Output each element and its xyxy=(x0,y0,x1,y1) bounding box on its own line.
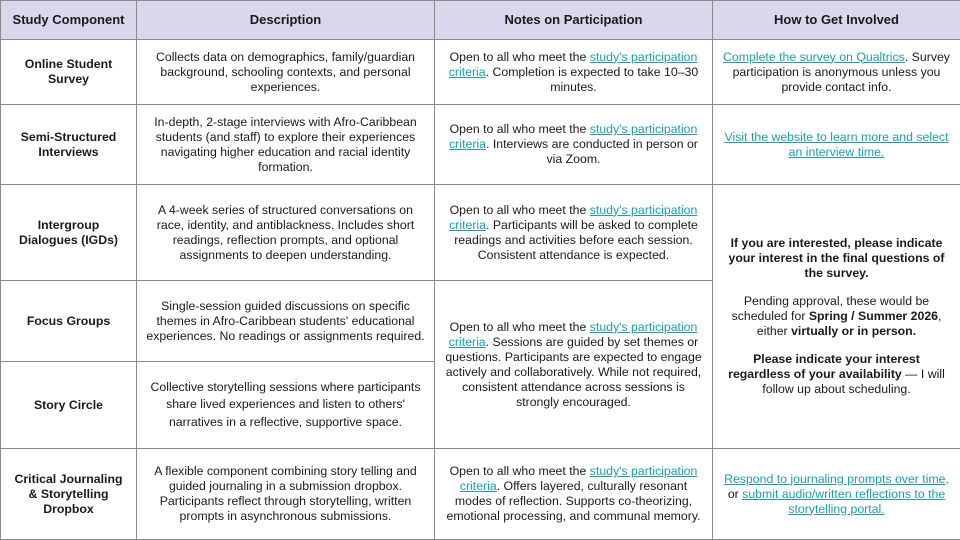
notes-cell xyxy=(435,449,713,540)
involve-text: or xyxy=(727,486,743,501)
involve-text: . Survey participation is anonymous unless you provide contact info. xyxy=(732,49,950,94)
shared-notes-cell xyxy=(435,281,713,449)
description-cell: In-depth, 2-stage interviews with Afro-Caribbean students (and staff) to explore their experiences navigating higher education and racial identity formation. xyxy=(137,105,435,185)
schedule-pre: Pending approval, these would be scheduled for xyxy=(731,294,930,323)
notes-text: . Offers layered, culturally resonant modes of reflection. Supports co-theorizing, emotional processing, and communal memory. xyxy=(446,479,701,523)
table-row xyxy=(1,40,960,105)
criteria-link[interactable]: study's participation criteria xyxy=(459,464,698,493)
notes-prefix: Open to all who meet the xyxy=(449,319,590,334)
table-row xyxy=(1,449,960,540)
notes-prefix: Open to all who meet the xyxy=(449,49,590,64)
component-cell: Online Student Survey xyxy=(1,40,137,105)
description-cell: Collective storytelling sessions where participants share lived experiences and listen to others' narratives in a reflective, supportive space. xyxy=(137,362,435,449)
involve-cell xyxy=(713,105,960,185)
header-how-to-get-involved: How to Get Involved xyxy=(713,1,960,40)
involve-cell xyxy=(713,449,960,540)
criteria-link[interactable]: study's participation criteria xyxy=(448,49,698,79)
notes-text: . Sessions are guided by set themes or questions. Participants are expected to engage actively and collaboratively. While not required, consistent attendance across sessions is strongly encouraged. xyxy=(445,334,702,409)
notes-cell xyxy=(435,105,713,185)
component-cell: Semi-Structured Interviews xyxy=(1,105,137,185)
availability-bold: Please indicate your interest regardless of your availability xyxy=(728,352,920,381)
criteria-link[interactable]: study's participation criteria xyxy=(448,319,698,349)
notes-text: . Participants will be asked to complete readings and activities before each session. Consistent attendance is expected. xyxy=(454,217,698,262)
involve-interest-note: If you are interested, please indicate your interest in the final questions of the survey. xyxy=(728,236,945,280)
merged-involve-cell xyxy=(713,185,960,449)
notes-prefix: Open to all who meet the xyxy=(449,202,590,217)
notes-cell xyxy=(435,40,713,105)
description-cell: A 4-week series of structured conversations on race, identity, and antiblackness. Includes short readings, reflection prompts, and optional assignments to deepen understanding. xyxy=(137,185,435,281)
criteria-link[interactable]: study's participation criteria xyxy=(449,122,698,151)
qualtrics-survey-link[interactable]: Complete the survey on Qualtrics xyxy=(723,49,905,64)
involve-schedule-note xyxy=(722,294,951,339)
notes-text: . Completion is expected to take 10–30 minutes. xyxy=(485,64,699,94)
header-description: Description xyxy=(137,1,435,40)
component-cell: Intergroup Dialogues (IGDs) xyxy=(1,185,137,281)
component-cell: Focus Groups xyxy=(1,281,137,362)
storytelling-portal-link[interactable]: submit audio/written reflections to the storytelling portal. xyxy=(742,486,946,516)
involve-cell xyxy=(713,40,960,105)
notes-cell xyxy=(435,185,713,281)
paragraph-gap xyxy=(722,281,951,294)
table-row xyxy=(1,105,960,185)
involve-availability-note xyxy=(722,352,951,397)
paragraph-gap xyxy=(722,339,951,352)
description-cell: Single-session guided discussions on specific themes in Afro-Caribbean students' educational experiences. No readings or assignments required. xyxy=(137,281,435,362)
description-cell: A flexible component combining story telling and guided journaling in a submission dropbox. Participants reflect through storytelling, written prompts in asynchronous submissions. xyxy=(137,449,435,540)
header-notes-on-participation: Notes on Participation xyxy=(435,1,713,40)
criteria-link[interactable]: study's participation criteria xyxy=(449,202,698,232)
notes-prefix: Open to all who meet the xyxy=(449,464,590,478)
notes-prefix: Open to all who meet the xyxy=(449,122,590,136)
component-cell: Story Circle xyxy=(1,362,137,449)
notes-text: . Interviews are conducted in person or via Zoom. xyxy=(486,137,698,166)
schedule-mid: , either xyxy=(756,309,942,338)
journaling-prompts-link[interactable]: Respond to journaling prompts over time, xyxy=(724,471,949,486)
header-row xyxy=(1,1,960,40)
table-row xyxy=(1,185,960,281)
component-cell: Critical Journaling & Storytelling Dropbox xyxy=(1,449,137,540)
header-study-component: Study Component xyxy=(1,1,137,40)
schedule-mode: virtually or in person. xyxy=(791,324,917,338)
availability-after: — I will follow up about scheduling. xyxy=(762,367,945,396)
interview-website-link[interactable]: Visit the website to learn more and select an interview time. xyxy=(724,129,949,159)
schedule-season: Spring / Summer 2026 xyxy=(808,309,938,323)
description-cell: Collects data on demographics, family/guardian background, schooling contexts, and personal experiences. xyxy=(137,40,435,105)
